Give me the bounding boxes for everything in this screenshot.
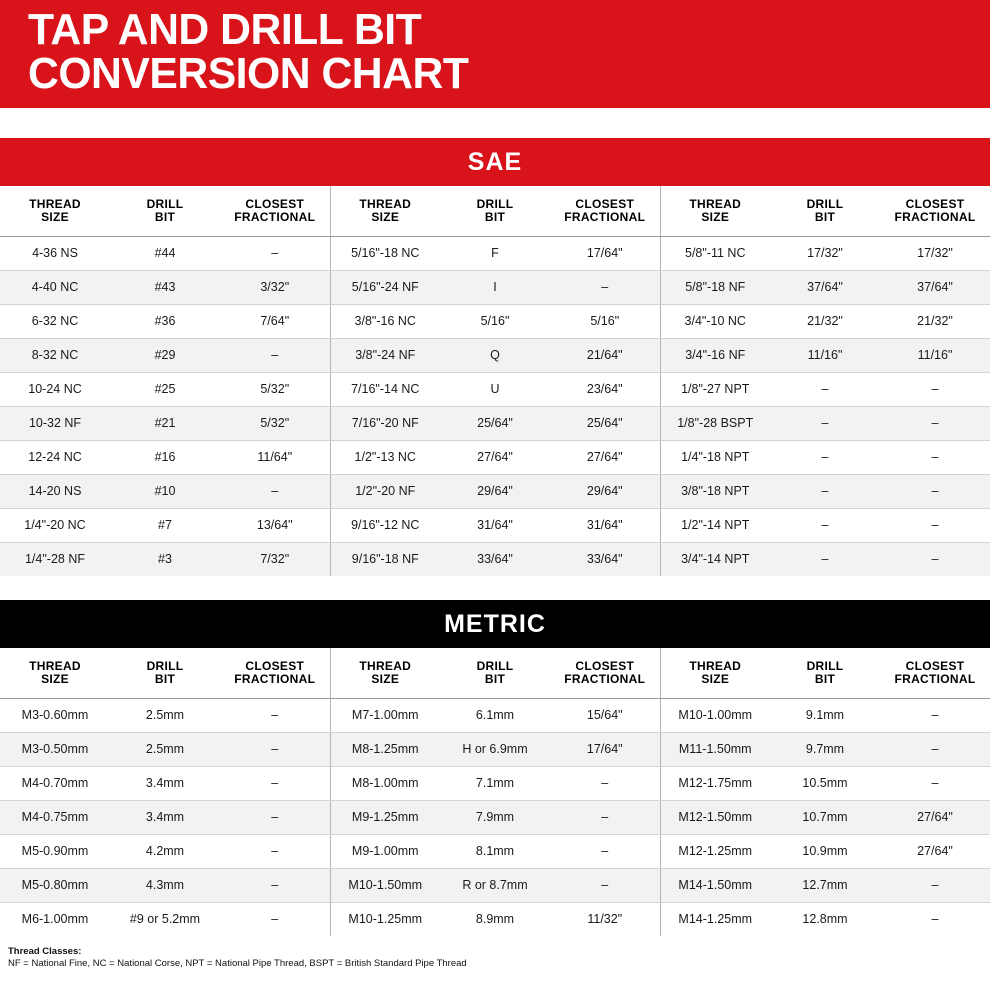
table-cell: – <box>220 766 330 800</box>
table-cell: 5/16" <box>440 304 550 338</box>
col-label: FRACTIONAL <box>894 671 976 686</box>
table-cell: M9-1.25mm <box>330 800 440 834</box>
table-cell: M11-1.50mm <box>660 732 770 766</box>
table-cell: 5/16" <box>550 304 660 338</box>
col-label: THREAD <box>359 196 412 211</box>
table-cell: 7.1mm <box>440 766 550 800</box>
table-cell: 9.7mm <box>770 732 880 766</box>
col-thread-size-1 <box>0 186 110 236</box>
table-cell: 11/32" <box>587 912 623 927</box>
table-cell: – <box>880 406 990 440</box>
table-cell: 12.8mm <box>802 912 848 927</box>
col-closest-fractional-1 <box>220 648 330 698</box>
table-cell: 1/2"-20 NF <box>330 474 440 508</box>
table-cell: – <box>220 834 330 868</box>
table-cell: 3/8"-24 NF <box>330 338 440 372</box>
table-cell: 27/64" <box>880 834 990 868</box>
table-cell: – <box>220 698 330 732</box>
table-cell: – <box>271 912 279 927</box>
col-label: CLOSEST <box>575 658 635 673</box>
table-cell: M12-1.25mm <box>660 834 770 868</box>
table-cell: 5/16"-18 NC <box>330 236 440 270</box>
table-row <box>0 236 990 270</box>
table-cell: M7-1.00mm <box>330 698 440 732</box>
col-closest-fractional-1 <box>220 186 330 236</box>
page-title-line-2: CONVERSION CHART <box>28 49 469 98</box>
col-thread-size-2 <box>330 648 440 698</box>
col-drill-bit-1 <box>110 186 220 236</box>
col-closest-fractional-2 <box>550 186 660 236</box>
table-cell: M3-0.50mm <box>0 732 110 766</box>
col-drill-bit-3 <box>770 186 880 236</box>
table-cell: 1/8"-27 NPT <box>660 372 770 406</box>
table-row <box>0 766 990 800</box>
table-cell: 5/32" <box>220 372 330 406</box>
col-label: DRILL <box>146 196 184 211</box>
table-cell: #10 <box>110 474 220 508</box>
table-cell: M6-1.00mm <box>21 912 89 927</box>
table-row <box>0 270 990 304</box>
col-label: CLOSEST <box>575 196 635 211</box>
col-label: FRACTIONAL <box>234 209 316 224</box>
table-cell: U <box>440 372 550 406</box>
table-cell: M8-1.00mm <box>330 766 440 800</box>
col-closest-fractional-2 <box>550 648 660 698</box>
table-cell: 25/64" <box>550 406 660 440</box>
table-row <box>0 304 990 338</box>
col-closest-fractional-3 <box>880 648 990 698</box>
table-cell: F <box>440 236 550 270</box>
table-cell: 1/2"-14 NPT <box>660 508 770 542</box>
col-label: THREAD <box>689 658 742 673</box>
table-cell: 29/64" <box>440 474 550 508</box>
sae-table <box>0 186 990 576</box>
col-label: SIZE <box>41 671 69 686</box>
metric-table-body <box>0 698 990 936</box>
table-cell: 7.9mm <box>440 800 550 834</box>
table-cell: 27/64" <box>550 440 660 474</box>
table-cell: – <box>550 868 660 902</box>
col-label: CLOSEST <box>905 658 965 673</box>
table-cell: #7 <box>110 508 220 542</box>
table-cell: 23/64" <box>550 372 660 406</box>
table-row <box>0 508 990 542</box>
table-cell: – <box>880 440 990 474</box>
table-cell: – <box>880 766 990 800</box>
table-cell: M4-0.70mm <box>0 766 110 800</box>
table-cell: M14-1.50mm <box>660 868 770 902</box>
col-drill-bit-2 <box>440 186 550 236</box>
table-cell: 6.1mm <box>440 698 550 732</box>
table-cell: 11/16" <box>770 338 880 372</box>
section-header-metric <box>0 600 990 648</box>
page-title <box>28 6 934 96</box>
col-label: THREAD <box>29 658 81 673</box>
table-row <box>0 800 990 834</box>
table-cell: 8-32 NC <box>0 338 110 372</box>
col-label: THREAD <box>359 658 412 673</box>
table-cell: – <box>880 698 990 732</box>
table-cell: 10.7mm <box>770 800 880 834</box>
table-cell: – <box>880 868 990 902</box>
table-cell: – <box>220 868 330 902</box>
table-cell: 7/16"-14 NC <box>330 372 440 406</box>
table-cell: – <box>770 542 880 576</box>
col-label: SIZE <box>701 209 730 224</box>
table-cell: – <box>880 542 990 576</box>
table-cell: #3 <box>110 542 220 576</box>
table-cell: 10-32 NF <box>0 406 110 440</box>
table-row <box>0 338 990 372</box>
table-cell: 1/4"-28 NF <box>0 542 110 576</box>
table-cell: 9.1mm <box>770 698 880 732</box>
table-cell: – <box>550 766 660 800</box>
table-cell: #36 <box>110 304 220 338</box>
col-label: SIZE <box>41 209 69 224</box>
col-thread-size-2 <box>330 186 440 236</box>
table-cell: 37/64" <box>880 270 990 304</box>
table-cell: M9-1.00mm <box>330 834 440 868</box>
table-cell: – <box>770 372 880 406</box>
table-cell: 1/8"-28 BSPT <box>660 406 770 440</box>
table-cell: 29/64" <box>550 474 660 508</box>
table-cell: – <box>880 508 990 542</box>
section-label-sae: SAE <box>467 147 523 176</box>
table-row <box>0 834 990 868</box>
table-cell: 11/16" <box>880 338 990 372</box>
col-label: FRACTIONAL <box>894 209 976 224</box>
table-cell: 33/64" <box>440 542 550 576</box>
col-drill-bit-2 <box>440 648 550 698</box>
table-cell: 31/64" <box>550 508 660 542</box>
table-cell: – <box>550 800 660 834</box>
table-cell: – <box>880 372 990 406</box>
table-cell: – <box>220 338 330 372</box>
col-label: CLOSEST <box>245 658 305 673</box>
col-thread-size-3 <box>660 648 770 698</box>
table-row <box>0 732 990 766</box>
section-label-metric: METRIC <box>444 609 546 638</box>
table-cell: 12.7mm <box>770 868 880 902</box>
metric-table-head <box>0 648 990 698</box>
table-cell: 21/32" <box>770 304 880 338</box>
table-cell: 3.4mm <box>110 766 220 800</box>
table-cell: 10.9mm <box>770 834 880 868</box>
table-cell: – <box>220 800 330 834</box>
table-cell: 8.9mm <box>475 912 515 927</box>
table-cell: 12-24 NC <box>0 440 110 474</box>
table-cell: #44 <box>110 236 220 270</box>
col-label: CLOSEST <box>245 196 305 211</box>
table-cell: 1/4"-20 NC <box>0 508 110 542</box>
table-cell: – <box>220 236 330 270</box>
table-row <box>0 474 990 508</box>
footnote-title: Thread Classes: <box>8 946 82 957</box>
table-cell: 5/16"-24 NF <box>330 270 440 304</box>
table-cell: – <box>880 474 990 508</box>
col-thread-size-3 <box>660 186 770 236</box>
table-row <box>0 372 990 406</box>
table-cell: M3-0.60mm <box>0 698 110 732</box>
table-cell: 31/64" <box>440 508 550 542</box>
table-cell: 4.2mm <box>110 834 220 868</box>
table-cell: #25 <box>110 372 220 406</box>
table-cell: 1/4"-18 NPT <box>660 440 770 474</box>
table-cell: M14-1.25mm <box>660 902 770 936</box>
table-cell: R or 8.7mm <box>440 868 550 902</box>
table-cell: M12-1.75mm <box>660 766 770 800</box>
table-cell: 21/32" <box>880 304 990 338</box>
table-cell: #9 or 5.2mm <box>129 912 201 927</box>
table-cell: 5/32" <box>220 406 330 440</box>
table-cell: 7/16"-20 NF <box>330 406 440 440</box>
table-cell: 9/16"-12 NC <box>330 508 440 542</box>
page-title-line-1: TAP AND DRILL BIT <box>28 5 422 54</box>
footnote <box>0 936 990 970</box>
table-cell: M4-0.75mm <box>0 800 110 834</box>
table-cell: 5/8"-11 NC <box>660 236 770 270</box>
col-label: BIT <box>814 671 836 686</box>
metric-header-row <box>0 648 990 698</box>
col-label: DRILL <box>806 196 844 211</box>
table-cell: 27/64" <box>880 800 990 834</box>
sae-table-body <box>0 236 990 576</box>
table-row <box>0 406 990 440</box>
table-cell: M10-1.50mm <box>330 868 440 902</box>
table-cell: #43 <box>110 270 220 304</box>
table-cell: – <box>220 474 330 508</box>
table-cell: 5/8"-18 NF <box>660 270 770 304</box>
section-header-sae <box>0 138 990 186</box>
table-cell: 27/64" <box>440 440 550 474</box>
table-cell: – <box>550 834 660 868</box>
table-cell: 13/64" <box>220 508 330 542</box>
table-cell: 8.1mm <box>440 834 550 868</box>
col-label: BIT <box>814 209 836 224</box>
table-cell: – <box>770 440 880 474</box>
table-cell: 6-32 NC <box>0 304 110 338</box>
table-cell: 10.5mm <box>770 766 880 800</box>
col-label: DRILL <box>806 658 844 673</box>
table-cell: – <box>220 732 330 766</box>
table-cell: 7/64" <box>220 304 330 338</box>
table-cell: 11/64" <box>220 440 330 474</box>
col-label: DRILL <box>476 196 514 211</box>
col-label: SIZE <box>371 209 400 224</box>
col-closest-fractional-3 <box>880 186 990 236</box>
col-thread-size-1 <box>0 648 110 698</box>
table-cell: 10-24 NC <box>0 372 110 406</box>
header-banner <box>0 0 990 108</box>
table-cell: H or 6.9mm <box>440 732 550 766</box>
table-cell: 4.3mm <box>110 868 220 902</box>
table-cell: 3/8"-16 NC <box>330 304 440 338</box>
table-cell: – <box>550 270 660 304</box>
col-label: DRILL <box>476 658 514 673</box>
table-cell: Q <box>440 338 550 372</box>
table-cell: 3/4"-10 NC <box>660 304 770 338</box>
table-row <box>0 902 990 936</box>
table-cell: 15/64" <box>550 698 660 732</box>
col-label: SIZE <box>371 671 400 686</box>
table-cell: M5-0.90mm <box>0 834 110 868</box>
table-cell: 3/32" <box>220 270 330 304</box>
col-label: BIT <box>154 209 176 224</box>
table-cell: 3/8"-18 NPT <box>660 474 770 508</box>
col-label: THREAD <box>689 196 742 211</box>
table-cell: 4-36 NS <box>0 236 110 270</box>
table-cell: M5-0.80mm <box>0 868 110 902</box>
table-cell: 4-40 NC <box>0 270 110 304</box>
col-label: DRILL <box>146 658 184 673</box>
table-cell: 25/64" <box>440 406 550 440</box>
table-cell: 3/4"-16 NF <box>660 338 770 372</box>
table-cell: 7/32" <box>220 542 330 576</box>
table-cell: 17/64" <box>550 732 660 766</box>
table-cell: M8-1.25mm <box>330 732 440 766</box>
col-drill-bit-1 <box>110 648 220 698</box>
metric-table <box>0 648 990 936</box>
table-cell: – <box>770 406 880 440</box>
table-cell: 21/64" <box>550 338 660 372</box>
table-row <box>0 542 990 576</box>
table-row <box>0 440 990 474</box>
table-row <box>0 868 990 902</box>
col-label: FRACTIONAL <box>564 209 646 224</box>
table-cell: #16 <box>110 440 220 474</box>
table-cell: 2.5mm <box>110 698 220 732</box>
table-cell: 37/64" <box>770 270 880 304</box>
table-cell: 1/2"-13 NC <box>330 440 440 474</box>
col-label: CLOSEST <box>905 196 965 211</box>
table-cell: #29 <box>110 338 220 372</box>
sae-table-head <box>0 186 990 236</box>
table-cell: 3/4"-14 NPT <box>660 542 770 576</box>
table-cell: I <box>440 270 550 304</box>
table-cell: M10-1.00mm <box>660 698 770 732</box>
table-cell: – <box>770 474 880 508</box>
table-cell: 17/32" <box>880 236 990 270</box>
table-cell: – <box>880 732 990 766</box>
table-cell: 33/64" <box>550 542 660 576</box>
col-label: FRACTIONAL <box>234 671 316 686</box>
table-row <box>0 698 990 732</box>
col-label: BIT <box>484 209 506 224</box>
table-cell: 14-20 NS <box>0 474 110 508</box>
table-cell: M10-1.25mm <box>330 902 440 936</box>
col-drill-bit-3 <box>770 648 880 698</box>
col-label: FRACTIONAL <box>564 671 646 686</box>
table-cell: 17/32" <box>770 236 880 270</box>
col-label: THREAD <box>29 196 81 211</box>
col-label: SIZE <box>701 671 730 686</box>
table-cell: 2.5mm <box>110 732 220 766</box>
table-cell: 3.4mm <box>110 800 220 834</box>
table-cell: M12-1.50mm <box>660 800 770 834</box>
table-cell: – <box>770 508 880 542</box>
col-label: BIT <box>154 671 176 686</box>
table-cell: – <box>931 912 939 927</box>
sae-header-row <box>0 186 990 236</box>
table-cell: 9/16"-18 NF <box>330 542 440 576</box>
table-cell: 17/64" <box>550 236 660 270</box>
col-label: BIT <box>484 671 506 686</box>
table-cell: #21 <box>110 406 220 440</box>
footnote-line: NF = National Fine, NC = National Corse, NPT = National Pipe Thread, BSPT = British Standard Pipe Thread <box>8 958 467 969</box>
